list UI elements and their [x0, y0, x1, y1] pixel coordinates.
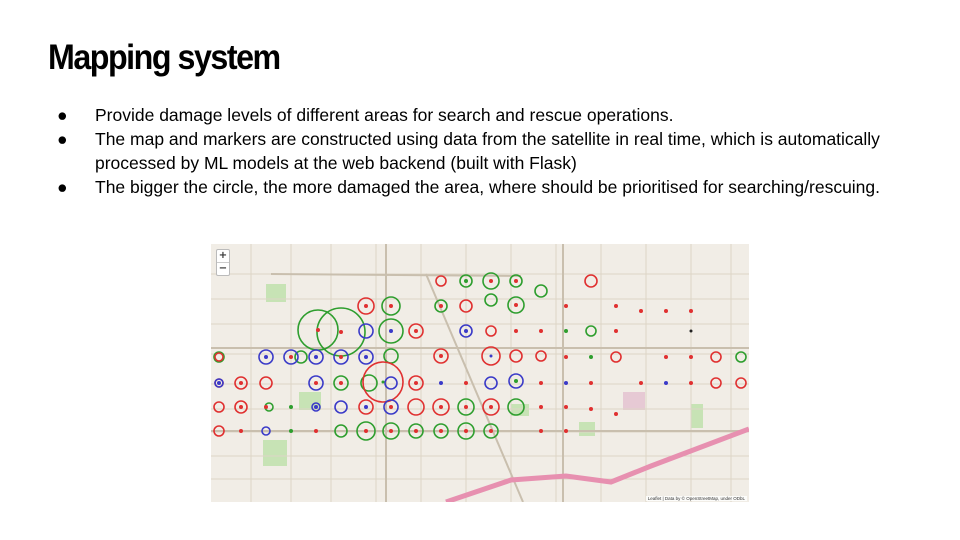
bullet-list [48, 103, 928, 199]
highway [446, 429, 749, 502]
map-attribution[interactable]: Leaflet | Data by © OpenStreetMap, under ODbL [647, 496, 745, 501]
bullet-item [48, 127, 928, 175]
bullet-glyph: ● [57, 105, 68, 125]
bullet-text: The map and markers are constructed using data from the satellite in real time, which is automatically processed by ML models at the web backend (built with Flask) [95, 129, 880, 173]
bullet-glyph: ● [57, 129, 68, 149]
zoom-control [216, 249, 230, 276]
damage-markers[interactable] [214, 273, 746, 440]
bullet-text: The bigger the circle, the more damaged the area, where should be prioritised for searching/rescuing. [95, 177, 881, 197]
zoom-in-button[interactable]: + [218, 250, 228, 261]
slide-title: Mapping system [48, 38, 280, 77]
zoom-out-button[interactable]: − [218, 263, 228, 274]
street-grid [211, 244, 749, 502]
bullet-item [48, 103, 928, 127]
bullet-glyph: ● [57, 177, 68, 197]
major-roads [211, 244, 749, 502]
damage-map[interactable] [211, 244, 749, 502]
bullet-item [48, 175, 928, 199]
map-tiles [211, 244, 749, 502]
bullet-text: Provide damage levels of different areas for search and rescue operations. [95, 105, 674, 125]
